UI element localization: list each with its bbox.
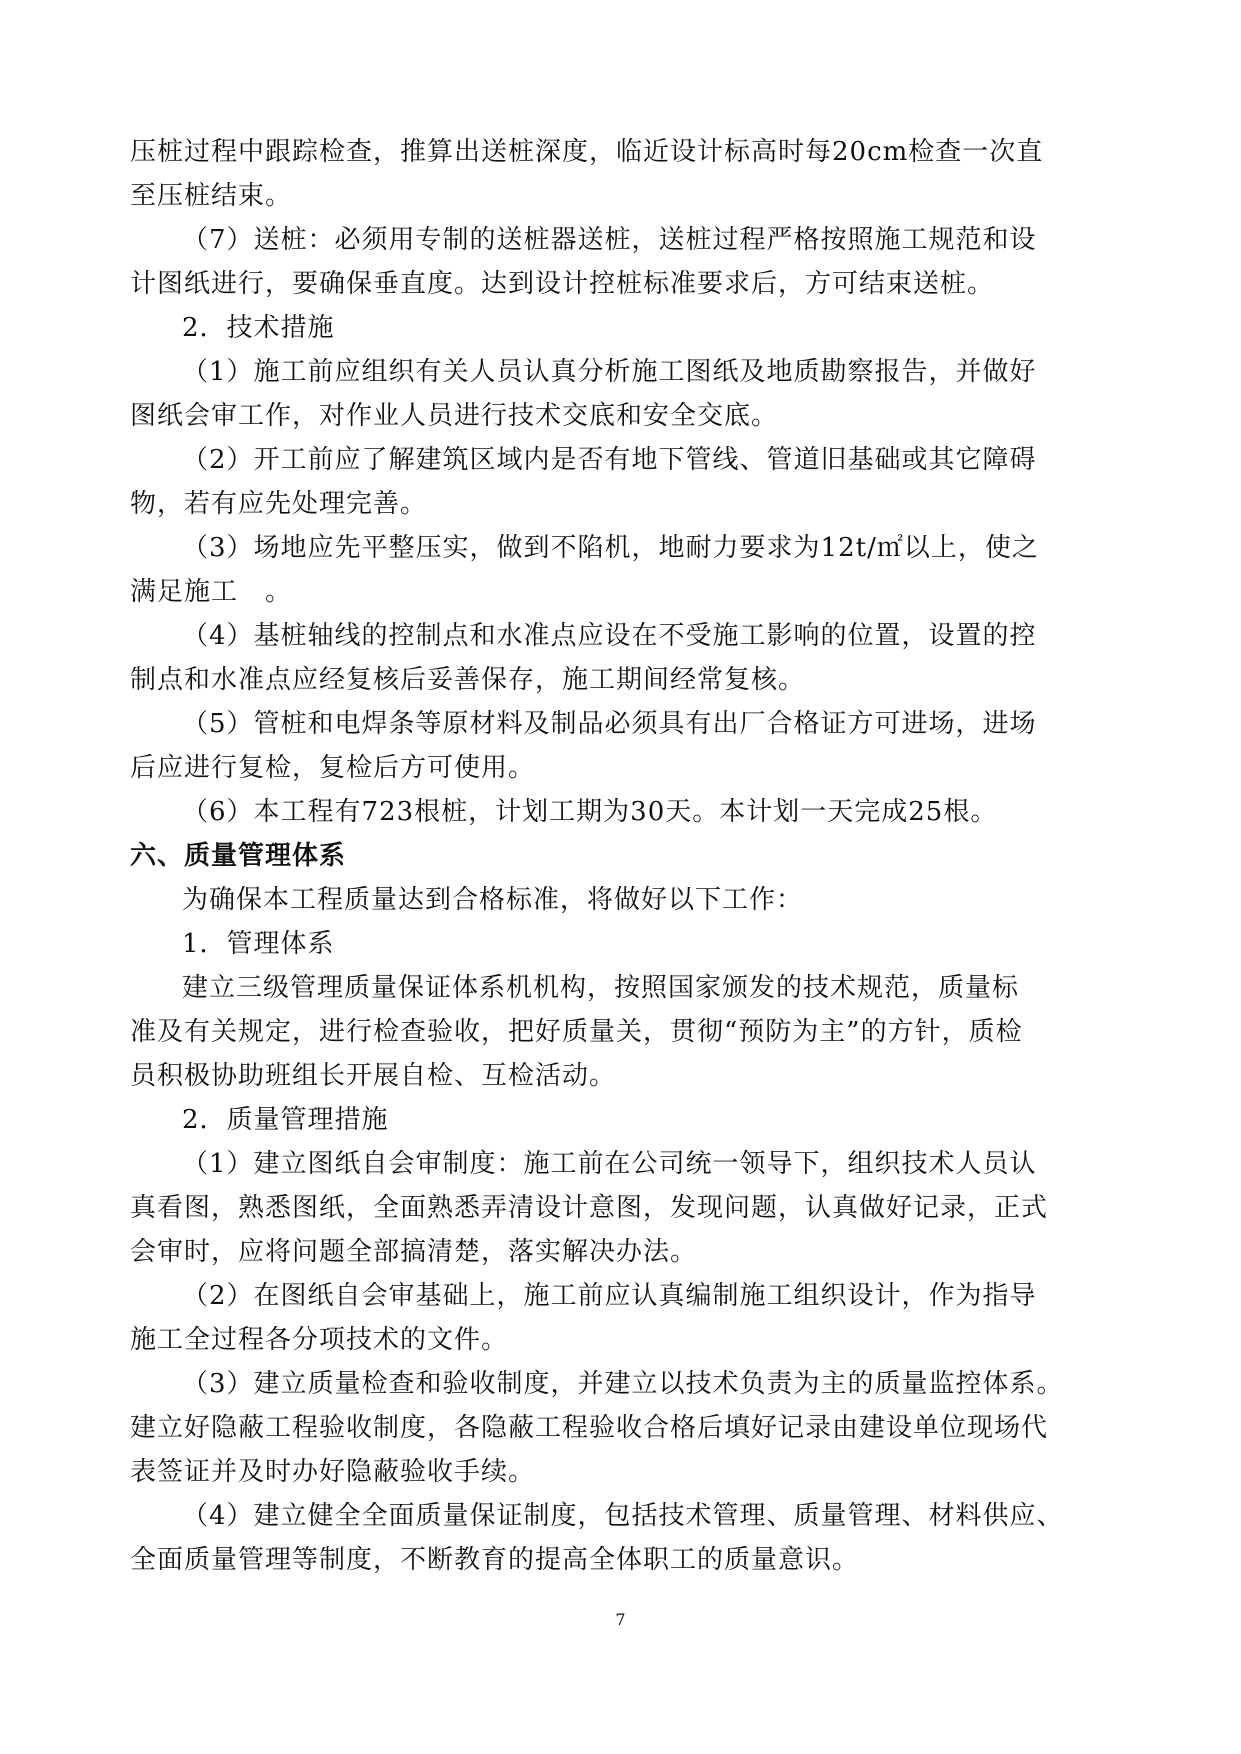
page-number: 7 (615, 1610, 626, 1629)
text-line: （4）基桩轴线的控制点和水准点应设在不受施工影响的位置，设置的控 (182, 621, 1037, 651)
text-line: 员积极协助班组长开展自检、互检活动。 (130, 1061, 617, 1091)
text-line: 后应进行复检，复检后方可使用。 (130, 753, 536, 783)
text-line: （3）场地应先平整压实，做到不陷机，地耐力要求为12t/㎡以上，使之 (182, 533, 1039, 563)
text-line: （4）建立健全全面质量保证制度，包括技术管理、质量管理、材料供应、 (182, 1501, 1064, 1531)
text-line: 物，若有应先处理完善。 (130, 489, 428, 519)
text-line: 2．质量管理措施 (182, 1105, 389, 1135)
text-line: （1）施工前应组织有关人员认真分析施工图纸及地质勘察报告，并做好 (182, 357, 1037, 387)
text-line: （5）管桩和电焊条等原材料及制品必须具有出厂合格证方可进场，进场 (182, 709, 1037, 739)
text-line: （3）建立质量检查和验收制度，并建立以技术负责为主的质量监控体系。 (182, 1369, 1064, 1399)
text-line: 全面质量管理等制度，不断教育的提高全体职工的质量意识。 (130, 1545, 860, 1575)
text-line: 真看图，熟悉图纸，全面熟悉弄清设计意图，发现问题，认真做好记录，正式 (130, 1193, 1049, 1223)
text-line: 满足施工 。 (130, 577, 293, 607)
text-line: 制点和水准点应经复核后妥善保存，施工期间经常复核。 (130, 665, 806, 695)
text-line: 建立好隐蔽工程验收制度，各隐蔽工程验收合格后填好记录由建设单位现场代 (130, 1413, 1049, 1443)
text-line: 计图纸进行，要确保垂直度。达到设计控桩标准要求后，方可结束送桩。 (130, 269, 995, 299)
text-line: 为确保本工程质量达到合格标准，将做好以下工作： (182, 885, 804, 915)
text-line: 施工全过程各分项技术的文件。 (130, 1325, 509, 1355)
text-line: 图纸会审工作，对作业人员进行技术交底和安全交底。 (130, 401, 779, 431)
text-line: （2）在图纸自会审基础上，施工前应认真编制施工组织设计，作为指导 (182, 1281, 1037, 1311)
text-line: 建立三级管理质量保证体系机机构，按照国家颁发的技术规范，质量标 (182, 973, 1020, 1003)
text-line: 压桩过程中跟踪检查，推算出送桩深度，临近设计标高时每20cm检查一次直 (130, 137, 1044, 167)
text-line: 2．技术措施 (182, 313, 335, 343)
text-line: 1．管理体系 (182, 929, 335, 959)
text-line: （2）开工前应了解建筑区域内是否有地下管线、管道旧基础或其它障碍 (182, 445, 1037, 475)
text-line: （1）建立图纸自会审制度：施工前在公司统一领导下，组织技术人员认 (182, 1149, 1037, 1179)
section-heading: 六、质量管理体系 (130, 841, 347, 871)
text-line: 会审时，应将问题全部搞清楚，落实解决办法。 (130, 1237, 698, 1267)
text-line: （6）本工程有723根桩，计划工期为30天。本计划一天完成25根。 (182, 797, 998, 827)
document-page (130, 130, 1110, 1582)
text-line: （7）送桩：必须用专制的送桩器送桩，送桩过程严格按照施工规范和设 (182, 225, 1037, 255)
text-line: 至压桩结束。 (130, 181, 293, 211)
text-line: 表签证并及时办好隐蔽验收手续。 (130, 1457, 536, 1487)
text-line: 准及有关规定，进行检查验收，把好质量关，贯彻“预防为主”的方针，质检 (130, 1017, 1023, 1047)
